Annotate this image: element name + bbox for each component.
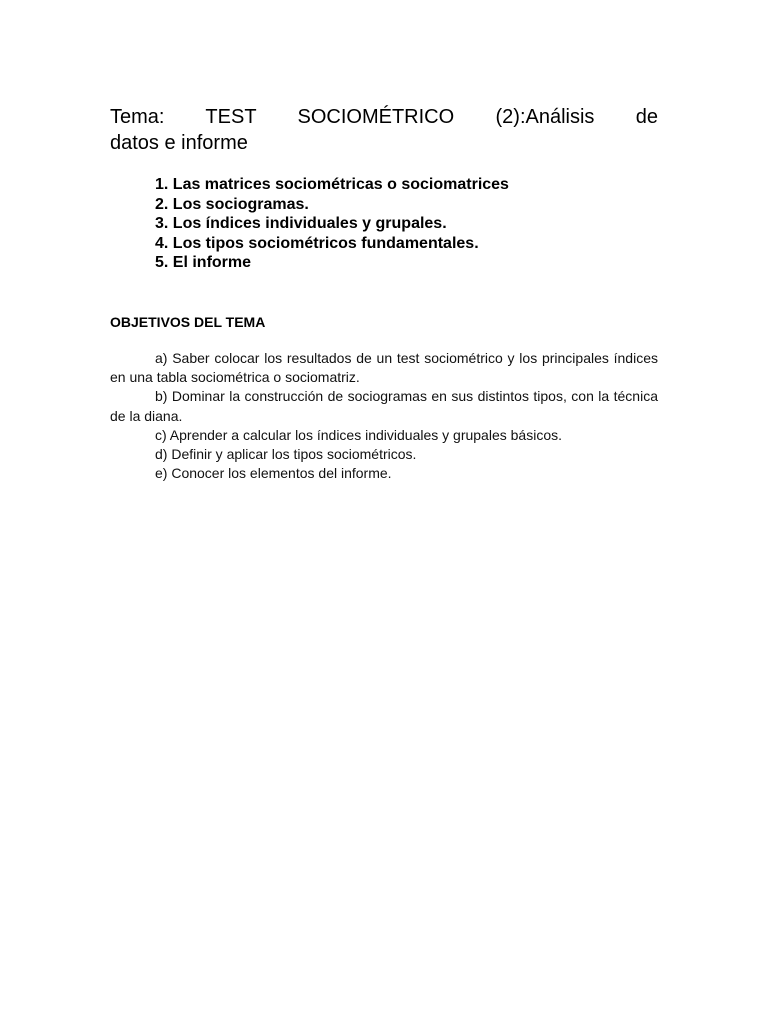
objective-item: c) Aprender a calcular los índices individuales y grupales básicos. [155, 426, 562, 443]
contents-item: 1. Las matrices sociométricas o sociomatrices [155, 176, 509, 193]
title-word: SOCIOMÉTRICO [297, 106, 455, 128]
contents-list [155, 175, 509, 273]
objectives-heading: OBJETIVOS DEL TEMA [110, 314, 266, 330]
title-word: de [635, 106, 659, 128]
title-line-1 [110, 104, 658, 130]
contents-item: 4. Los tipos sociométricos fundamentales. [155, 234, 479, 252]
title-word: (2):Análisis [495, 106, 595, 128]
objective-item: b) Dominar la construcción de sociogramas en sus distintos tipos, con la técnica de la diana. [110, 388, 658, 424]
contents-item: 3. Los índices individuales y grupales. [155, 215, 447, 233]
title-line-2: datos e informe [110, 132, 248, 154]
contents-item: 5. El informe [155, 254, 252, 272]
contents-item: 2. Los sociogramas. [155, 195, 309, 213]
objectives-list [110, 349, 658, 483]
title-word: Tema: [110, 106, 165, 128]
objective-item: d) Definir y aplicar los tipos sociométricos. [155, 446, 417, 463]
document-title [110, 104, 658, 156]
title-word: TEST [205, 106, 257, 128]
objective-item: e) Conocer los elementos del informe. [155, 465, 392, 482]
objective-item: a) Saber colocar los resultados de un test sociométrico y los principales índices en una tabla sociométrica o sociomatriz. [110, 350, 658, 386]
